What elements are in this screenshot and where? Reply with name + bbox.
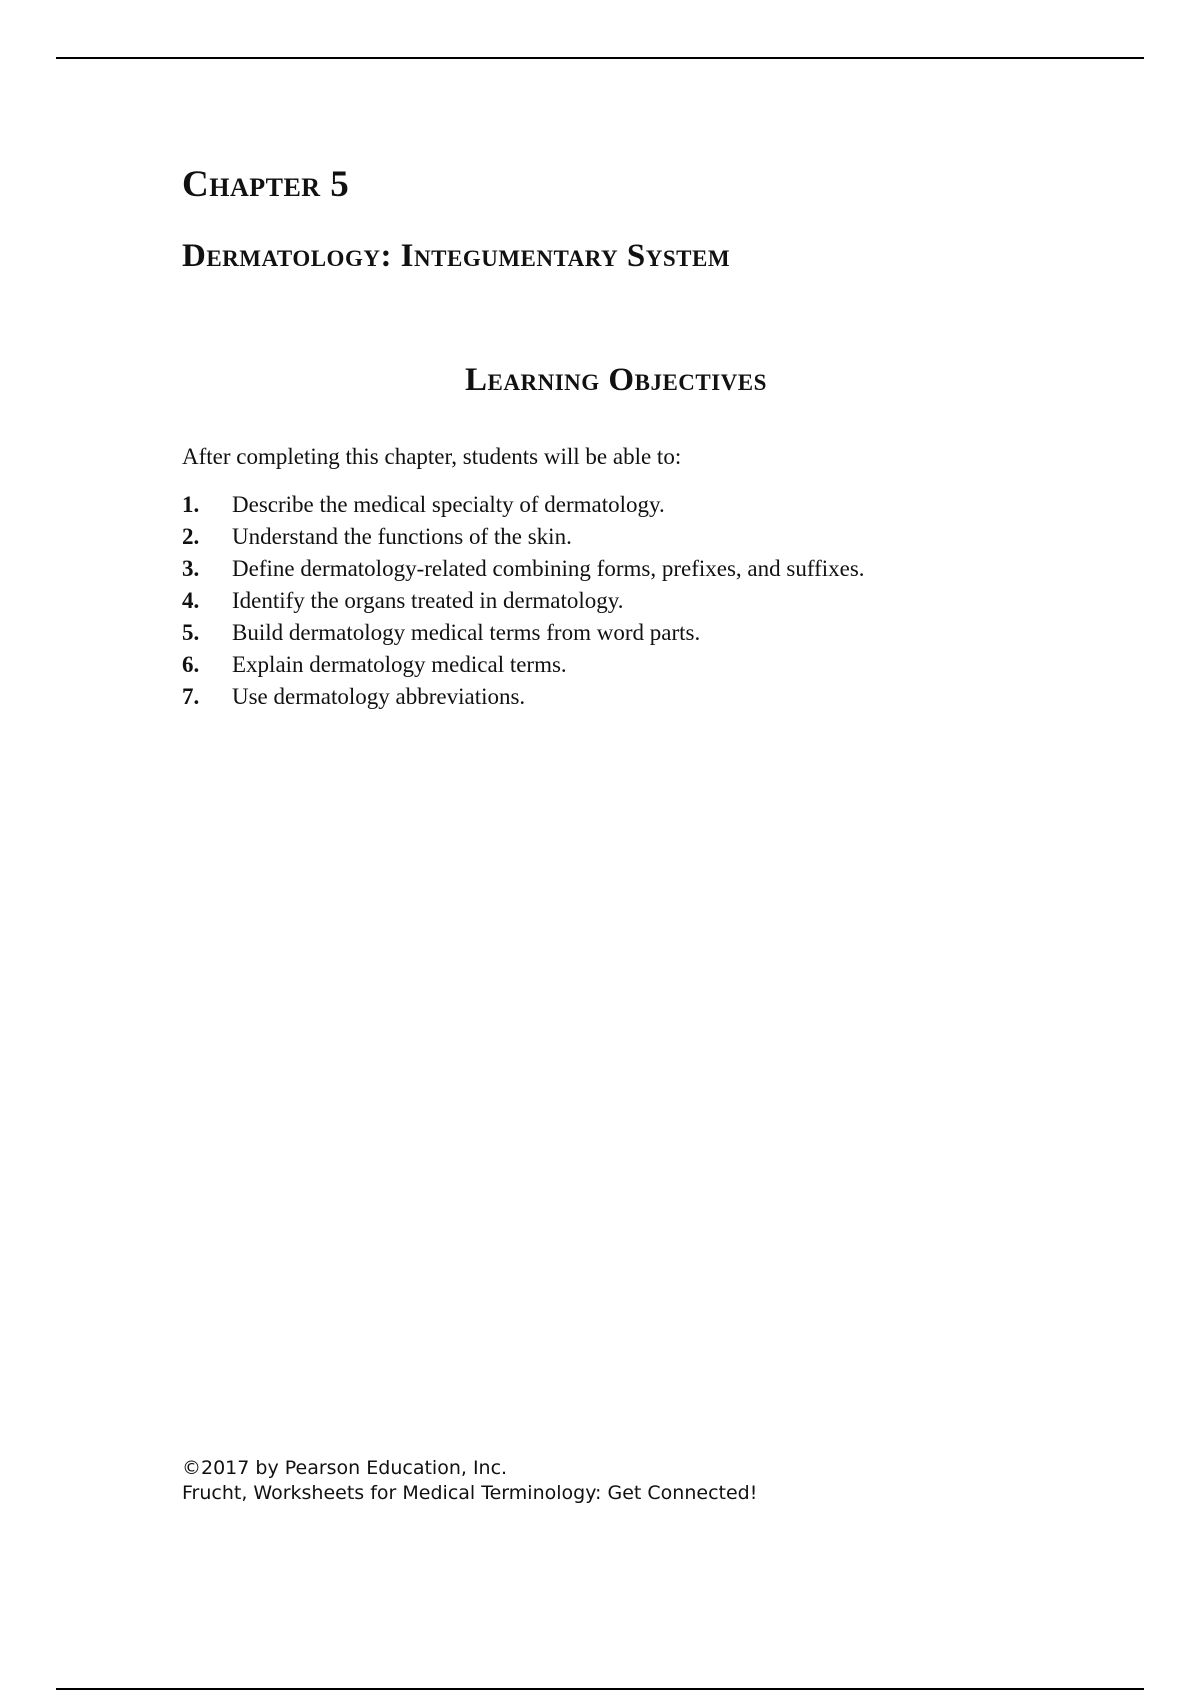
copyright-line: ©2017 by Pearson Education, Inc.	[182, 1457, 508, 1479]
objective-item	[182, 491, 865, 523]
objectives-list	[182, 491, 865, 715]
objective-text: Use dermatology abbreviations.	[232, 684, 526, 709]
top-rule	[56, 57, 1144, 59]
objective-text: Define dermatology-related combining forms, prefixes, and suffixes.	[232, 556, 865, 581]
source-line: Frucht, Worksheets for Medical Terminology: Get Connected!	[182, 1482, 758, 1504]
objective-number: 4.	[182, 588, 200, 613]
objectives-intro: After completing this chapter, students will be able to:	[182, 444, 682, 469]
chapter-label: Chapter 5	[182, 164, 350, 205]
objective-number: 1.	[182, 492, 200, 517]
objective-number: 2.	[182, 524, 200, 549]
objective-item	[182, 619, 865, 651]
objective-number: 5.	[182, 620, 200, 645]
objective-number: 3.	[182, 556, 200, 581]
objective-number: 6.	[182, 652, 200, 677]
chapter-title: Dermatology: Integumentary System	[182, 238, 731, 274]
objective-text: Explain dermatology medical terms.	[232, 652, 567, 677]
bottom-rule	[56, 1688, 1144, 1690]
objective-text: Describe the medical specialty of dermatology.	[232, 492, 665, 517]
objective-item	[182, 555, 865, 587]
objective-item	[182, 587, 865, 619]
objective-text: Build dermatology medical terms from word parts.	[232, 620, 701, 645]
objective-item	[182, 651, 865, 683]
objective-text: Understand the functions of the skin.	[232, 524, 572, 549]
objective-number: 7.	[182, 684, 200, 709]
objective-item	[182, 523, 865, 555]
learning-objectives-heading: Learning Objectives	[465, 362, 767, 398]
page-footer	[182, 1456, 757, 1506]
objective-item	[182, 683, 865, 715]
objective-text: Identify the organs treated in dermatology.	[232, 588, 624, 613]
